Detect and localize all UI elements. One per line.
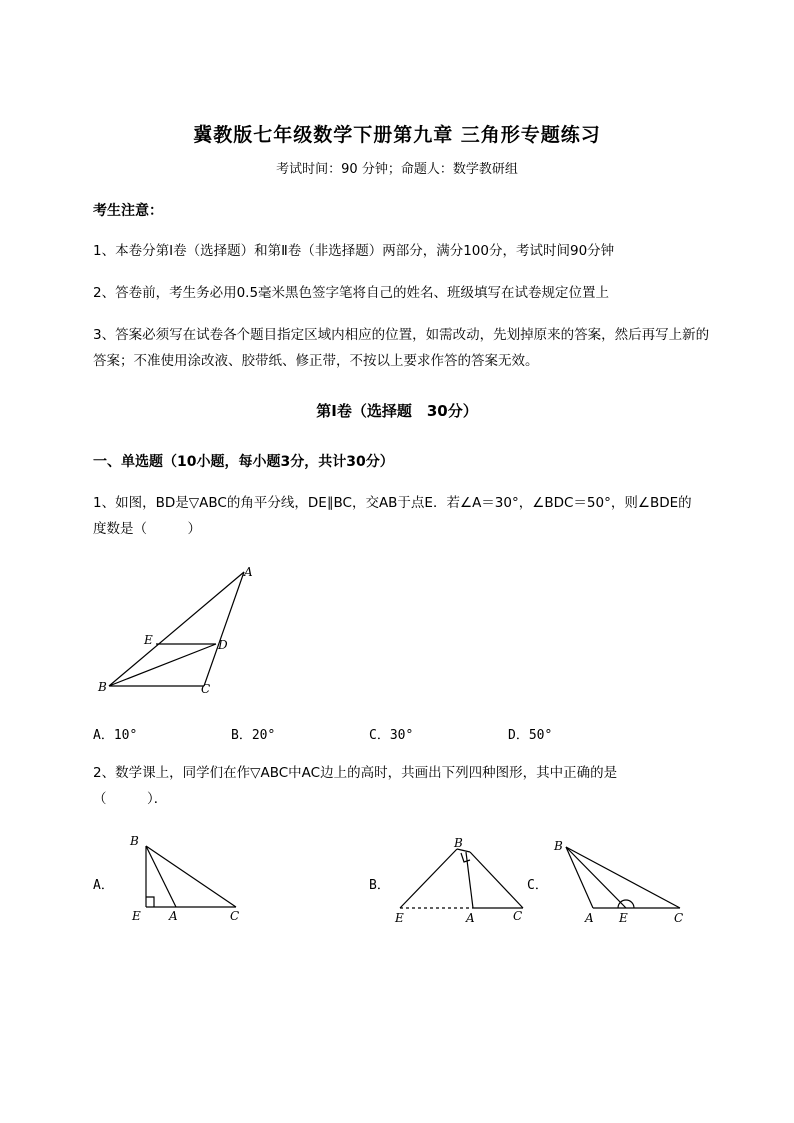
page-subtitle: 考试时间：90 分钟；命题人：数学教研组	[276, 162, 518, 177]
q1-option-a[interactable]: A．10°	[93, 728, 138, 743]
q2-option-a-label[interactable]: A．	[93, 878, 114, 893]
q2-stem-line2: （ ）．	[93, 791, 168, 807]
q2-figure-c[interactable]	[548, 830, 698, 930]
q1-label-b: B	[98, 680, 107, 694]
q2b-label-a: A	[466, 911, 475, 925]
q1-label-d: D	[218, 638, 228, 652]
q1-label-c: C	[201, 682, 211, 696]
notice-item-1: 1、本卷分第Ⅰ卷（选择题）和第Ⅱ卷（非选择题）两部分，满分100分，考试时间90分钟	[93, 243, 615, 259]
q2-figure-a[interactable]	[112, 826, 252, 926]
q2a-label-b: B	[130, 834, 139, 848]
q2a-label-c: C	[230, 909, 240, 923]
q1-option-d[interactable]: D．50°	[508, 728, 553, 743]
q2c-label-a: A	[585, 911, 594, 925]
q1-figure	[90, 560, 270, 700]
q2-option-c-label[interactable]: C．	[527, 878, 548, 893]
q2b-label-b: B	[454, 836, 463, 850]
q2c-label-b: B	[554, 839, 563, 853]
q2-option-b-label[interactable]: B．	[369, 878, 390, 893]
part-heading: 一、单选题（10小题，每小题3分，共计30分）	[93, 454, 394, 470]
q2c-label-c: C	[674, 911, 684, 925]
q2-figure-b[interactable]	[390, 830, 540, 930]
q2c-label-e: E	[619, 911, 628, 925]
notice-heading: 考生注意：	[93, 203, 163, 219]
notice-item-2: 2、答卷前，考生务必用0.5毫米黑色签字笔将自己的姓名、班级填写在试卷规定位置上	[93, 285, 610, 301]
q1-option-c[interactable]: C．30°	[369, 728, 414, 743]
q2a-label-e: E	[132, 909, 141, 923]
q1-stem-line1: 1、如图，BD是▽ABC的角平分线，DE∥BC，交AB于点E．若∠A＝30°，∠BDC＝50°，则∠BDE的	[93, 495, 692, 511]
q1-segment-bd	[109, 644, 216, 686]
notice-item-3: 3、答案必须写在试卷各个题目指定区域内相应的位置，如需改动，先划掉原来的答案，然后再写上新的答案；不准使用涂改液、胶带纸、修正带，不按以上要求作答的答案无效。	[93, 327, 710, 369]
q2-stem-line1: 2、数学课上，同学们在作▽ABC中AC边上的高时，共画出下列四种图形，其中正确的是	[93, 765, 618, 781]
page-title: 冀教版七年级数学下册第九章 三角形专题练习	[193, 124, 601, 146]
q1-stem-line2: 度数是（ ）	[93, 521, 201, 537]
q2b-label-e: E	[395, 911, 404, 925]
section-title: 第Ⅰ卷（选择题 30分）	[316, 402, 478, 420]
q1-label-a: A	[244, 565, 253, 579]
q2a-label-a: A	[169, 909, 178, 923]
q2b-label-c: C	[513, 909, 523, 923]
q1-label-e: E	[144, 633, 153, 647]
q1-option-b[interactable]: B．20°	[231, 728, 276, 743]
